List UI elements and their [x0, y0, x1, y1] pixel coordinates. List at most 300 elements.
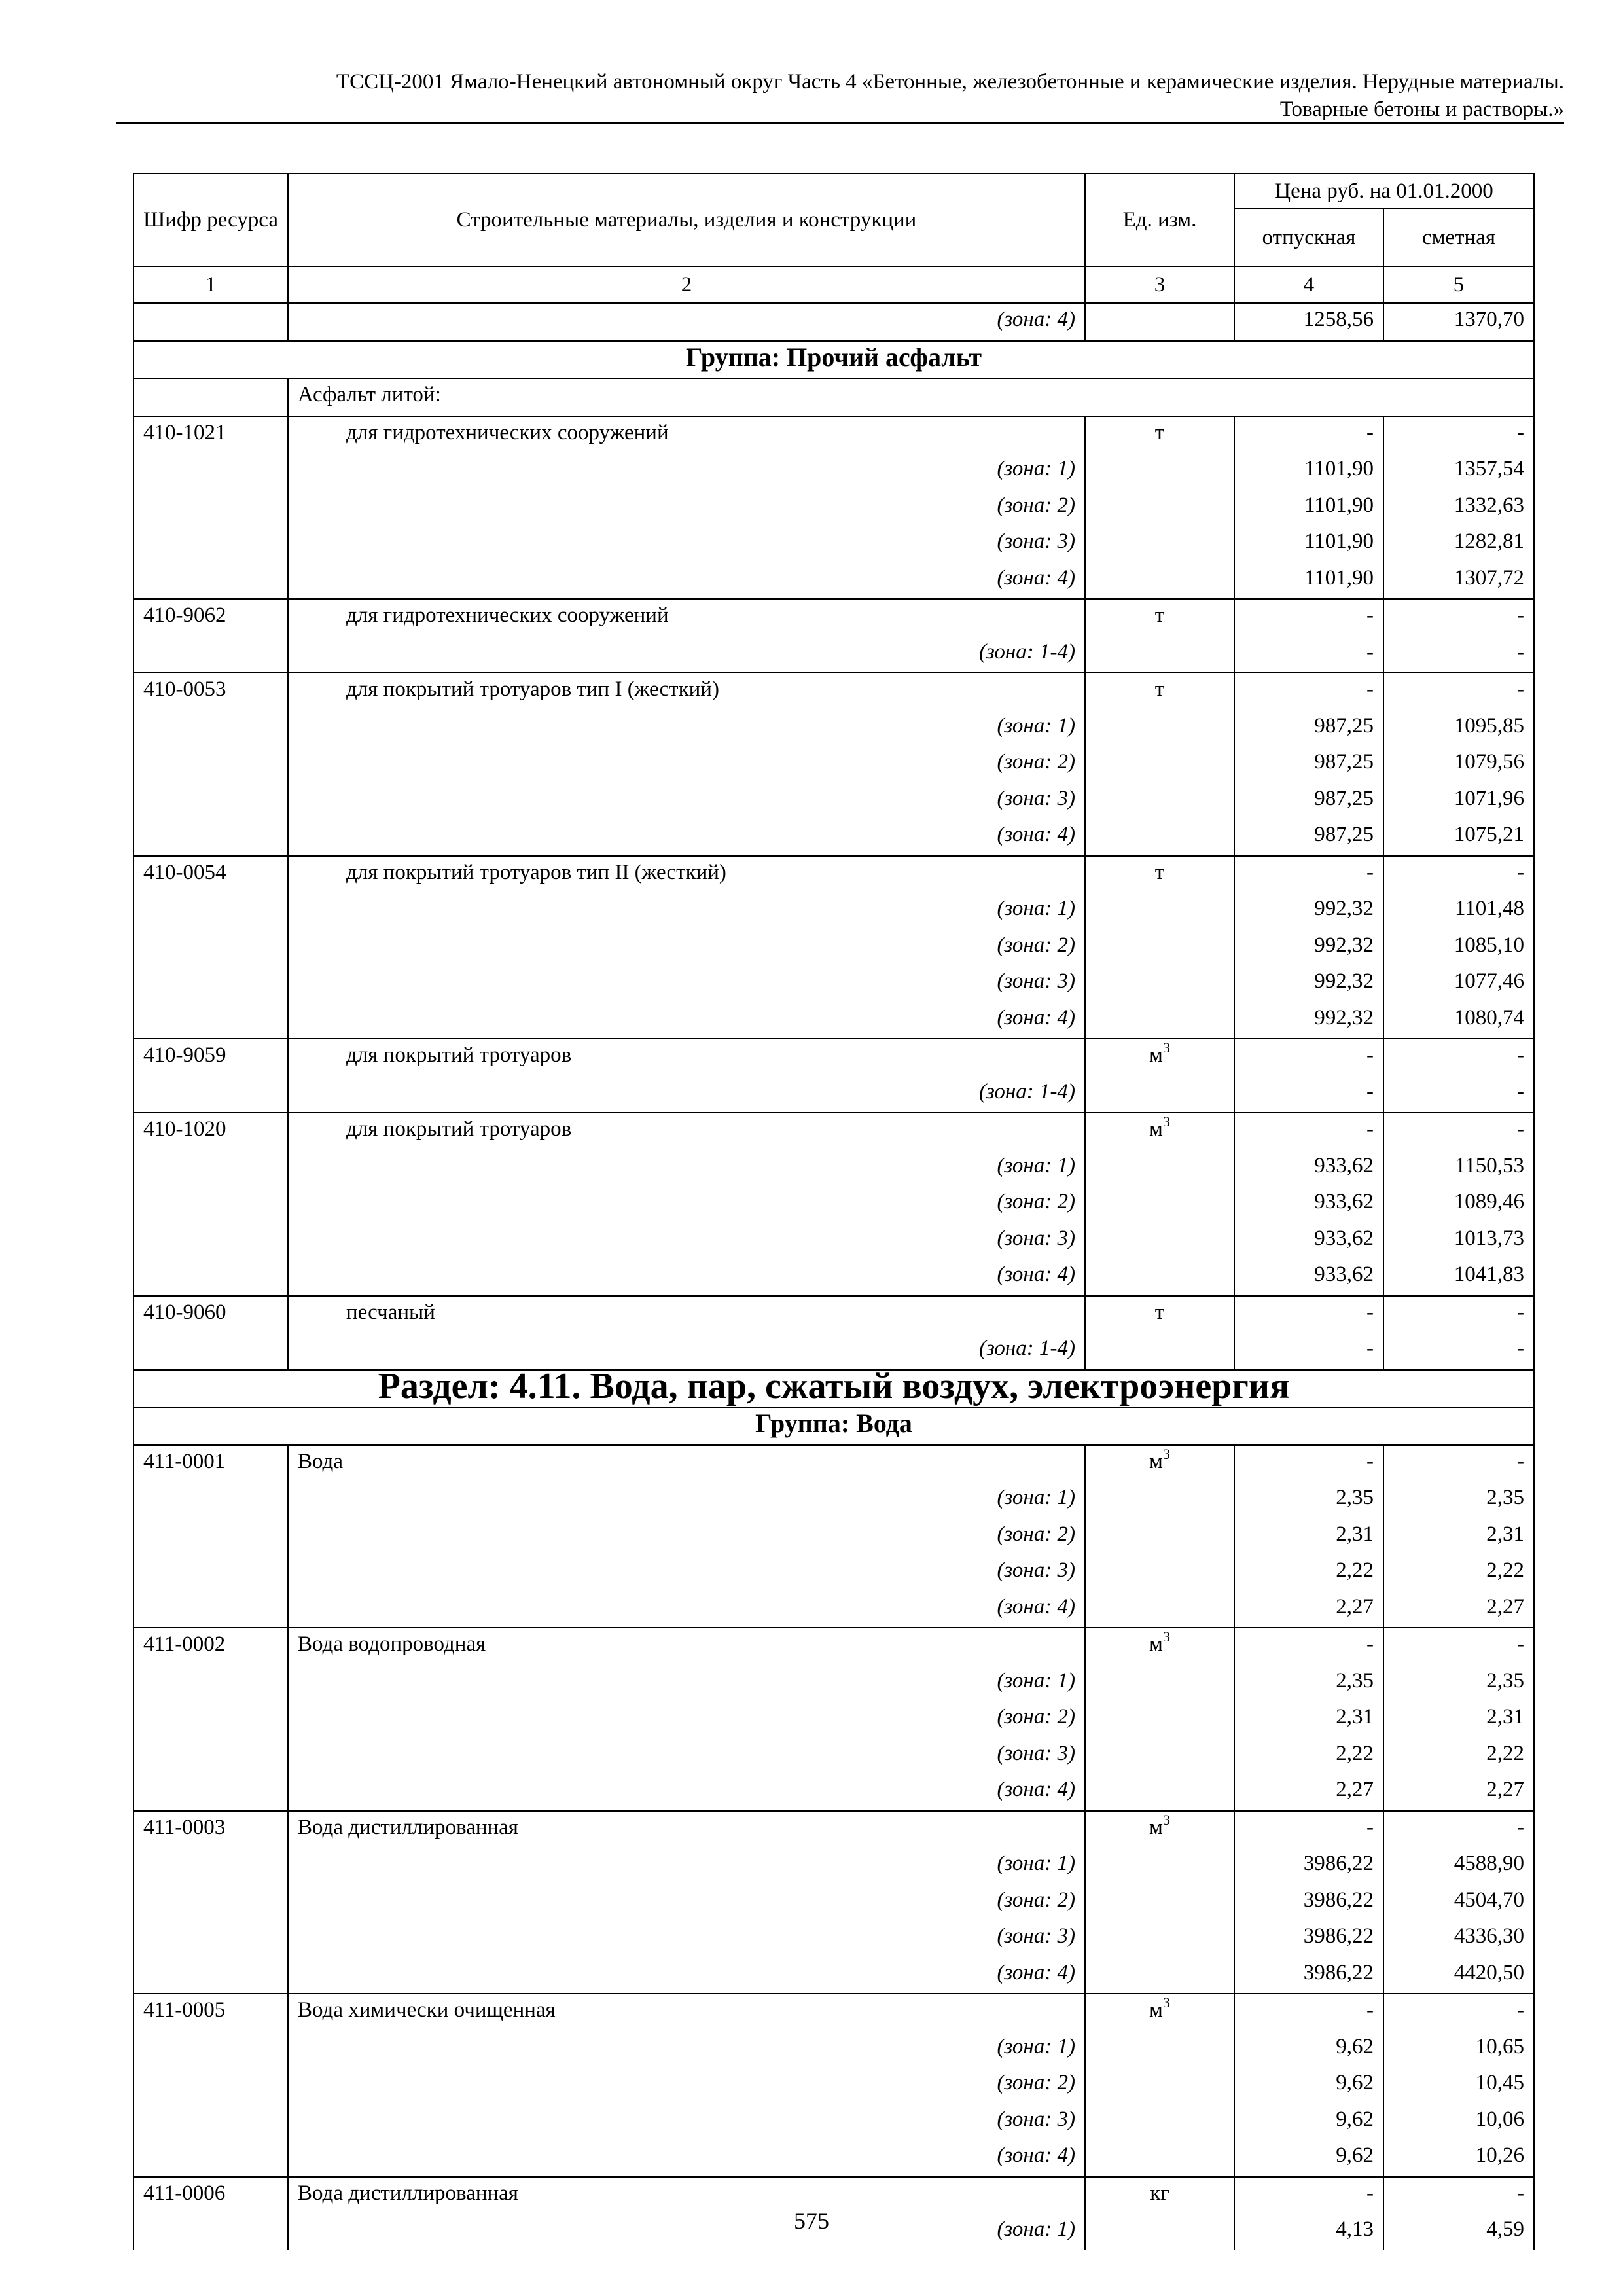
resource-code	[134, 1738, 288, 1774]
material-name: песчаный	[288, 1296, 1085, 1333]
unit-cell	[1085, 453, 1234, 490]
resource-code	[134, 1591, 288, 1628]
release-price: -	[1234, 1296, 1383, 1333]
material-name: Вода химически очищенная	[288, 1994, 1085, 2031]
estimate-price: -	[1383, 1113, 1534, 1150]
resource-code	[134, 1150, 288, 1187]
item-row	[134, 1628, 1534, 1665]
estimate-price: -	[1383, 673, 1534, 710]
unit-cell	[1085, 1665, 1234, 1702]
zone-row	[134, 2031, 1534, 2068]
column-header-price-group: Цена руб. на 01.01.2000	[1234, 173, 1534, 209]
unit-exponent: 3	[1162, 1445, 1170, 1462]
unit-cell	[1085, 1333, 1234, 1370]
resource-code: 410-1020	[134, 1113, 288, 1150]
unit-cell	[1085, 2140, 1234, 2177]
zone-row	[134, 1259, 1534, 1296]
zone-label: (зона: 4)	[288, 1774, 1085, 1811]
unit-label: м	[1149, 1815, 1163, 1839]
unit-cell	[1085, 1150, 1234, 1187]
unit-cell	[1085, 710, 1234, 747]
release-price: -	[1234, 1445, 1383, 1482]
estimate-price: -	[1383, 1628, 1534, 1665]
resource-code: 411-0005	[134, 1994, 288, 2031]
resource-code	[134, 378, 288, 416]
zone-label: (зона: 4)	[288, 562, 1085, 600]
unit-cell	[1085, 1994, 1234, 2031]
release-price: 992,32	[1234, 929, 1383, 966]
estimate-price: -	[1383, 1445, 1534, 1482]
release-price: 2,22	[1234, 1738, 1383, 1774]
zone-row	[134, 1482, 1534, 1518]
resource-code	[134, 2067, 288, 2104]
estimate-price: 1041,83	[1383, 1259, 1534, 1296]
unit-exponent: 3	[1162, 1994, 1170, 2011]
estimate-price: -	[1383, 1076, 1534, 1113]
unit-cell	[1085, 1884, 1234, 1921]
unit-cell	[1085, 1259, 1234, 1296]
estimate-price: 2,35	[1383, 1665, 1534, 1702]
release-price: 987,25	[1234, 746, 1383, 783]
zone-row	[134, 746, 1534, 783]
resource-code	[134, 819, 288, 856]
release-price: 2,35	[1234, 1482, 1383, 1518]
zone-row	[134, 1957, 1534, 1994]
resource-code	[134, 1076, 288, 1113]
zone-row	[134, 1186, 1534, 1223]
column-header-estimate-price: сметная	[1383, 209, 1534, 266]
release-price: 933,62	[1234, 1186, 1383, 1223]
resource-code: 410-9062	[134, 599, 288, 636]
group-heading-row	[134, 341, 1534, 379]
release-price: 992,32	[1234, 893, 1383, 929]
material-name: для покрытий тротуаров тип II (жесткий)	[288, 856, 1085, 893]
release-price: 1101,90	[1234, 453, 1383, 490]
estimate-price: -	[1383, 636, 1534, 673]
zone-label: (зона: 4)	[288, 1957, 1085, 1994]
zone-label: (зона: 3)	[288, 2104, 1085, 2140]
release-price: 3986,22	[1234, 1957, 1383, 1994]
subgroup-row	[134, 378, 1534, 416]
zone-label: (зона: 1)	[288, 2214, 1085, 2250]
page-header-line-2: Товарные бетоны и растворы.»	[1279, 98, 1564, 121]
resource-code	[134, 710, 288, 747]
price-table-body	[134, 303, 1534, 416]
material-name: для покрытий тротуаров тип I (жесткий)	[288, 673, 1085, 710]
unit-cell	[1085, 562, 1234, 600]
release-price: 2,22	[1234, 1554, 1383, 1591]
zone-row	[134, 1002, 1534, 1039]
estimate-price: 2,22	[1383, 1738, 1534, 1774]
resource-code	[134, 490, 288, 526]
estimate-price: 10,26	[1383, 2140, 1534, 2177]
item-row	[134, 416, 1534, 454]
release-price: -	[1234, 636, 1383, 673]
resource-code	[134, 1848, 288, 1884]
release-price: -	[1234, 1994, 1383, 2031]
resource-code	[134, 2140, 288, 2177]
estimate-price: -	[1383, 599, 1534, 636]
zone-row	[134, 636, 1534, 673]
zone-label: (зона: 1-4)	[288, 1333, 1085, 1370]
unit-cell	[1085, 526, 1234, 562]
resource-code: 411-0003	[134, 1811, 288, 1848]
zone-label: (зона: 1-4)	[288, 636, 1085, 673]
release-price: -	[1234, 673, 1383, 710]
zone-label: (зона: 2)	[288, 2067, 1085, 2104]
zone-row	[134, 1848, 1534, 1884]
unit-label: т	[1154, 603, 1165, 627]
release-price: -	[1234, 416, 1383, 454]
unit-cell	[1085, 819, 1234, 856]
unit-cell	[1085, 2214, 1234, 2250]
material-name: Вода дистиллированная	[288, 2177, 1085, 2214]
resource-code	[134, 1186, 288, 1223]
item-row	[134, 1113, 1534, 1150]
resource-code	[134, 636, 288, 673]
estimate-price: -	[1383, 416, 1534, 454]
asphalt-items	[134, 416, 1534, 1370]
estimate-price: -	[1383, 2177, 1534, 2214]
release-price: 2,27	[1234, 1774, 1383, 1811]
resource-code	[134, 1665, 288, 1702]
carry-over-row	[134, 303, 1534, 341]
zone-label: (зона: 3)	[288, 783, 1085, 819]
zone-row	[134, 819, 1534, 856]
zone-row	[134, 965, 1534, 1002]
estimate-price: 1307,72	[1383, 562, 1534, 600]
unit-cell	[1085, 416, 1234, 454]
zone-row	[134, 1920, 1534, 1957]
unit-cell	[1085, 1482, 1234, 1518]
resource-code	[134, 2031, 288, 2068]
resource-code	[134, 1518, 288, 1555]
material-name: для покрытий тротуаров	[288, 1113, 1085, 1150]
estimate-price: -	[1383, 856, 1534, 893]
estimate-price: 1101,48	[1383, 893, 1534, 929]
material-name: Вода водопроводная	[288, 1628, 1085, 1665]
release-price: 3986,22	[1234, 1848, 1383, 1884]
zone-label: (зона: 1)	[288, 1482, 1085, 1518]
unit-cell	[1085, 1701, 1234, 1738]
unit-cell	[1085, 1039, 1234, 1076]
estimate-price: 10,45	[1383, 2067, 1534, 2104]
release-price: 1101,90	[1234, 490, 1383, 526]
page-header-line-1: ТССЦ-2001 Ямало-Ненецкий автономный округ Часть 4 «Бетонные, железобетонные и керамические изделия. Нерудные материалы.	[336, 70, 1564, 94]
unit-label: м	[1149, 1998, 1163, 2022]
resource-code: 410-1021	[134, 416, 288, 454]
release-price: 933,62	[1234, 1259, 1383, 1296]
column-header-code: Шифр ресурса	[134, 173, 288, 266]
release-price: -	[1234, 1628, 1383, 1665]
zone-row	[134, 1333, 1534, 1370]
zone-row	[134, 1884, 1534, 1921]
unit-label: м	[1149, 1117, 1163, 1141]
resource-code	[134, 1554, 288, 1591]
unit-label: м	[1149, 1449, 1163, 1473]
unit-cell	[1085, 1223, 1234, 1259]
release-price: -	[1234, 599, 1383, 636]
resource-code	[134, 783, 288, 819]
unit-cell	[1085, 1518, 1234, 1555]
zone-row	[134, 2067, 1534, 2104]
estimate-price: 1282,81	[1383, 526, 1534, 562]
unit-cell	[1085, 2067, 1234, 2104]
zone-row	[134, 1223, 1534, 1259]
release-price: 933,62	[1234, 1150, 1383, 1187]
estimate-price: 2,31	[1383, 1518, 1534, 1555]
estimate-price: 2,22	[1383, 1554, 1534, 1591]
release-price: 987,25	[1234, 710, 1383, 747]
resource-code	[134, 1333, 288, 1370]
release-price: -	[1234, 1333, 1383, 1370]
estimate-price: 1077,46	[1383, 965, 1534, 1002]
unit-cell	[1085, 1002, 1234, 1039]
resource-code: 410-0053	[134, 673, 288, 710]
item-row	[134, 599, 1534, 636]
estimate-price: 10,06	[1383, 2104, 1534, 2140]
unit-cell	[1085, 1738, 1234, 1774]
resource-code	[134, 1920, 288, 1957]
item-row	[134, 1994, 1534, 2031]
resource-code	[134, 303, 288, 341]
estimate-price: 2,27	[1383, 1774, 1534, 1811]
unit-exponent: 3	[1162, 1113, 1170, 1130]
group-heading-row	[134, 1407, 1534, 1445]
unit-cell	[1085, 929, 1234, 966]
section-heading-row	[134, 1370, 1534, 1408]
estimate-price: 10,65	[1383, 2031, 1534, 2068]
release-price: 992,32	[1234, 965, 1383, 1002]
release-price: -	[1234, 1039, 1383, 1076]
unit-cell	[1085, 746, 1234, 783]
column-header-name: Строительные материалы, изделия и конструкции	[288, 173, 1085, 266]
zone-row	[134, 1076, 1534, 1113]
resource-code	[134, 1482, 288, 1518]
unit-cell	[1085, 2177, 1234, 2214]
release-price: 2,31	[1234, 1518, 1383, 1555]
resource-code: 410-9059	[134, 1039, 288, 1076]
estimate-price: 1071,96	[1383, 783, 1534, 819]
resource-code	[134, 562, 288, 600]
resource-code	[134, 1774, 288, 1811]
price-table	[133, 173, 1535, 2250]
item-row	[134, 1296, 1534, 1333]
resource-code: 411-0001	[134, 1445, 288, 1482]
release-price: 2,31	[1234, 1701, 1383, 1738]
header-divider	[116, 122, 1564, 124]
unit-cell	[1085, 893, 1234, 929]
resource-code: 411-0002	[134, 1628, 288, 1665]
unit-cell	[1085, 1848, 1234, 1884]
unit-cell	[1085, 1296, 1234, 1333]
release-price: -	[1234, 2177, 1383, 2214]
release-price: 933,62	[1234, 1223, 1383, 1259]
estimate-price: 1075,21	[1383, 819, 1534, 856]
resource-code: 410-0054	[134, 856, 288, 893]
zone-label: (зона: 1)	[288, 453, 1085, 490]
release-price: 992,32	[1234, 1002, 1383, 1039]
column-header-unit: Ед. изм.	[1085, 173, 1234, 266]
zone-label: (зона: 3)	[288, 1920, 1085, 1957]
unit-cell	[1085, 1811, 1234, 1848]
estimate-price: 1370,70	[1383, 303, 1534, 341]
resource-code	[134, 526, 288, 562]
release-price: 1258,56	[1234, 303, 1383, 341]
release-price: -	[1234, 856, 1383, 893]
zone-label: (зона: 2)	[288, 1884, 1085, 1921]
unit-cell	[1085, 1920, 1234, 1957]
release-price: -	[1234, 1076, 1383, 1113]
estimate-price: 1089,46	[1383, 1186, 1534, 1223]
resource-code: 410-9060	[134, 1296, 288, 1333]
material-name: для гидротехнических сооружений	[288, 599, 1085, 636]
zone-row	[134, 1701, 1534, 1738]
zone-row	[134, 783, 1534, 819]
estimate-price: 4336,30	[1383, 1920, 1534, 1957]
zone-row	[134, 1665, 1534, 1702]
section-heading-block	[134, 1365, 1534, 1445]
item-row	[134, 1445, 1534, 1482]
estimate-price: -	[1383, 1296, 1534, 1333]
unit-label: м	[1149, 1632, 1163, 1656]
zone-row	[134, 929, 1534, 966]
page-number: 575	[794, 2208, 829, 2234]
zone-row	[134, 453, 1534, 490]
zone-label: (зона: 1)	[288, 1150, 1085, 1187]
page-header	[116, 68, 1564, 123]
estimate-price: 1080,74	[1383, 1002, 1534, 1039]
zone-label: (зона: 3)	[288, 965, 1085, 1002]
unit-cell	[1085, 1628, 1234, 1665]
resource-code	[134, 1259, 288, 1296]
zone-row	[134, 490, 1534, 526]
resource-code	[134, 1701, 288, 1738]
zone-label: (зона: 1)	[288, 710, 1085, 747]
unit-label: т	[1154, 860, 1165, 884]
unit-label: т	[1154, 677, 1165, 701]
zone-label: (зона: 2)	[288, 1186, 1085, 1223]
unit-cell	[1085, 1554, 1234, 1591]
estimate-price: 4420,50	[1383, 1957, 1534, 1994]
release-price: 4,13	[1234, 2214, 1383, 2250]
estimate-price: -	[1383, 1811, 1534, 1848]
material-name: для покрытий тротуаров	[288, 1039, 1085, 1076]
release-price: 9,62	[1234, 2104, 1383, 2140]
estimate-price: 4504,70	[1383, 1884, 1534, 1921]
release-price: 2,27	[1234, 1591, 1383, 1628]
release-price: 2,35	[1234, 1665, 1383, 1702]
group-heading: Группа: Прочий асфальт	[134, 341, 1534, 379]
estimate-price: 1332,63	[1383, 490, 1534, 526]
estimate-price: 2,31	[1383, 1701, 1534, 1738]
release-price: 9,62	[1234, 2067, 1383, 2104]
estimate-price: 4588,90	[1383, 1848, 1534, 1884]
unit-label: т	[1154, 1300, 1165, 1324]
item-row	[134, 1811, 1534, 1848]
resource-code	[134, 929, 288, 966]
release-price: 9,62	[1234, 2031, 1383, 2068]
estimate-price: 1357,54	[1383, 453, 1534, 490]
zone-label: (зона: 2)	[288, 1518, 1085, 1555]
resource-code	[134, 1223, 288, 1259]
material-name: Вода	[288, 1445, 1085, 1482]
release-price: 1101,90	[1234, 526, 1383, 562]
unit-cell	[1085, 1774, 1234, 1811]
zone-label: (зона: 4)	[288, 819, 1085, 856]
zone-label: (зона: 4)	[288, 303, 1085, 341]
item-row	[134, 1039, 1534, 1076]
column-number: 5	[1383, 266, 1534, 303]
estimate-price: 2,27	[1383, 1591, 1534, 1628]
estimate-price: 1013,73	[1383, 1223, 1534, 1259]
zone-label: (зона: 1-4)	[288, 1076, 1085, 1113]
resource-code	[134, 1002, 288, 1039]
zone-row	[134, 562, 1534, 600]
unit-cell	[1085, 303, 1234, 341]
zone-row	[134, 1591, 1534, 1628]
estimate-price: -	[1383, 1039, 1534, 1076]
unit-cell	[1085, 490, 1234, 526]
estimate-price: 1150,53	[1383, 1150, 1534, 1187]
water-items	[134, 1445, 1534, 2250]
item-row	[134, 673, 1534, 710]
estimate-price: 2,35	[1383, 1482, 1534, 1518]
zone-label: (зона: 4)	[288, 1259, 1085, 1296]
zone-label: (зона: 1)	[288, 2031, 1085, 2068]
unit-exponent: 3	[1162, 1811, 1170, 1828]
resource-code	[134, 1957, 288, 1994]
zone-row	[134, 2140, 1534, 2177]
unit-cell	[1085, 2104, 1234, 2140]
material-name: Вода дистиллированная	[288, 1811, 1085, 1848]
zone-label: (зона: 2)	[288, 490, 1085, 526]
zone-label: (зона: 1)	[288, 1665, 1085, 1702]
zone-row	[134, 2104, 1534, 2140]
unit-cell	[1085, 636, 1234, 673]
release-price: 1101,90	[1234, 562, 1383, 600]
zone-row	[134, 893, 1534, 929]
zone-label: (зона: 3)	[288, 1738, 1085, 1774]
zone-row	[134, 1554, 1534, 1591]
release-price: 987,25	[1234, 819, 1383, 856]
zone-label: (зона: 1)	[288, 1848, 1085, 1884]
zone-label: (зона: 3)	[288, 1554, 1085, 1591]
zone-row	[134, 1150, 1534, 1187]
unit-cell	[1085, 1076, 1234, 1113]
resource-code	[134, 965, 288, 1002]
zone-row	[134, 526, 1534, 562]
release-price: 3986,22	[1234, 1884, 1383, 1921]
unit-cell	[1085, 783, 1234, 819]
estimate-price: 1095,85	[1383, 710, 1534, 747]
estimate-price: 1079,56	[1383, 746, 1534, 783]
release-price: -	[1234, 1113, 1383, 1150]
subgroup-heading: Асфальт литой:	[288, 378, 1534, 416]
unit-cell	[1085, 673, 1234, 710]
column-number: 3	[1085, 266, 1234, 303]
estimate-price: -	[1383, 1333, 1534, 1370]
estimate-price: -	[1383, 1994, 1534, 2031]
zone-row	[134, 1774, 1534, 1811]
unit-exponent: 3	[1162, 1628, 1170, 1645]
resource-code: 411-0006	[134, 2177, 288, 2214]
unit-cell	[1085, 599, 1234, 636]
unit-cell	[1085, 1113, 1234, 1150]
material-name: для гидротехнических сооружений	[288, 416, 1085, 454]
column-number: 1	[134, 266, 288, 303]
release-price: 987,25	[1234, 783, 1383, 819]
